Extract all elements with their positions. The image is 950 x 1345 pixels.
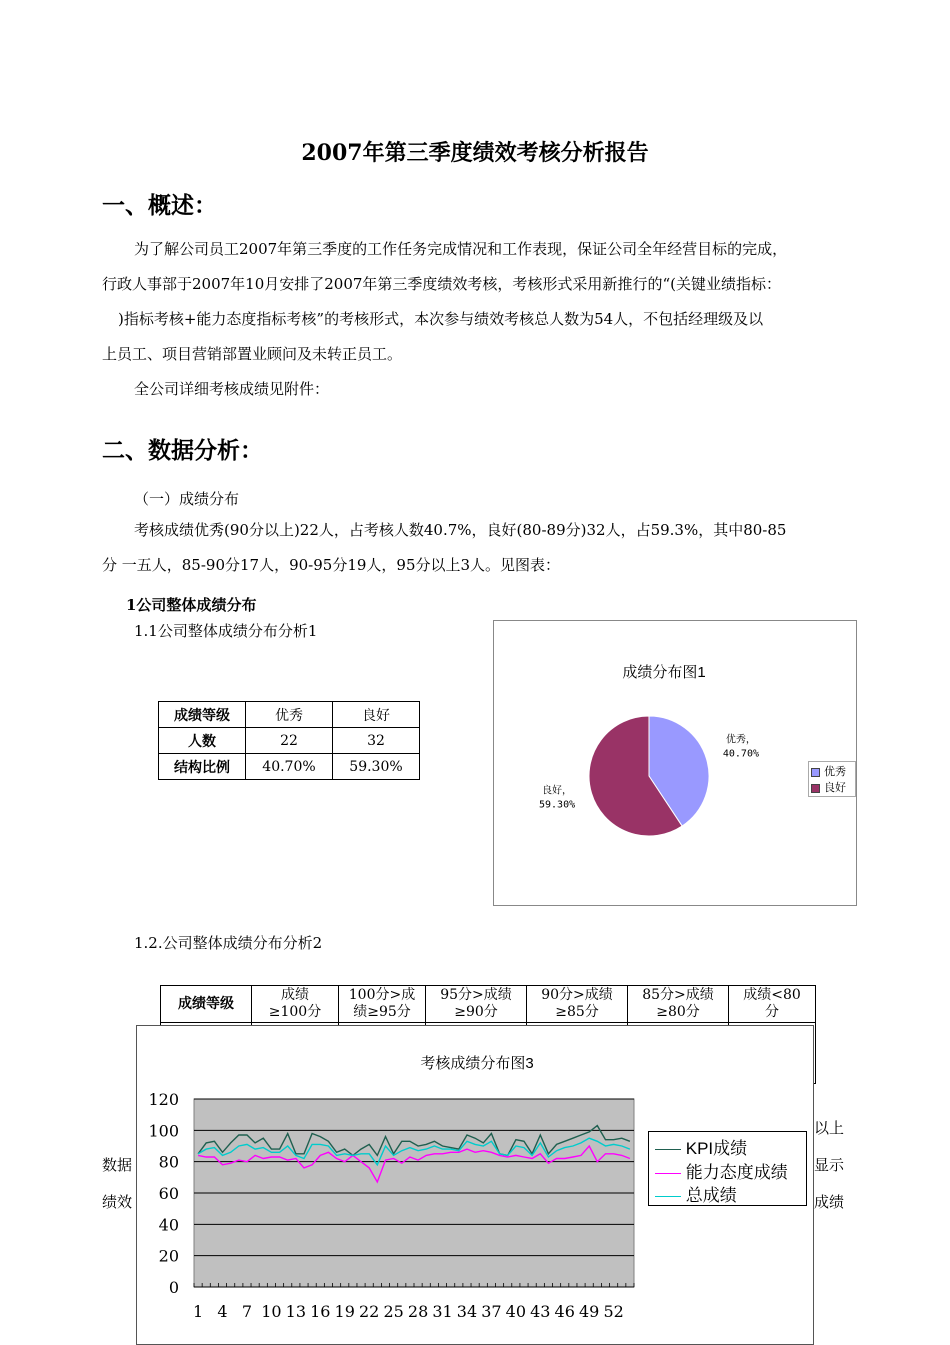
x-tick-label: 19 [334, 1302, 355, 1321]
paragraph-line: )指标考核+能力态度指标考核”的考核形式，本次参与绩效考核总人数为54人，不包括经理级及以 [118, 310, 764, 328]
side-text: 绩效 [102, 1193, 133, 1211]
x-tick-label: 16 [310, 1302, 331, 1321]
pie-data-label: 优秀， 40.70% [722, 734, 759, 760]
page-title: 2007年第三季度绩效考核分析报告 [301, 140, 649, 166]
paragraph-line: 分 一五人，85-90分17人，90-95分19人，95分以上3人。见图表： [102, 556, 561, 574]
legend-swatch [655, 1173, 681, 1174]
x-tick-label: 34 [456, 1302, 478, 1321]
side-text: 成绩 [814, 1193, 845, 1211]
paragraph-line: 上员工、项目营销部置业顾问及未转正员工。 [102, 345, 403, 363]
x-tick-label: 40 [505, 1302, 527, 1321]
paragraph-line: 全公司详细考核成绩见附件： [134, 380, 330, 398]
item-subheading: 1.2.公司整体成绩分布分析2 [134, 934, 323, 952]
x-tick-label: 13 [285, 1302, 307, 1321]
legend-item [811, 779, 853, 795]
pie-chart-title: 成绩分布图1 [622, 664, 706, 681]
legend-label: 优秀 [824, 766, 846, 778]
table-header: 成绩等级 [161, 986, 252, 1023]
line-chart-title: 考核成绩分布图3 [420, 1055, 534, 1072]
x-tick-label: 7 [241, 1302, 253, 1321]
pie-chart-frame [493, 620, 857, 906]
legend-item [811, 763, 853, 779]
table-header: 85分>成绩 ≥80分 [628, 986, 729, 1023]
x-tick-label: 4 [217, 1302, 228, 1321]
y-tick-label: 80 [158, 1152, 179, 1172]
legend-label: KPI成绩 [685, 1139, 748, 1158]
x-tick-label: 31 [432, 1302, 453, 1321]
pie-chart [494, 621, 856, 905]
line-chart-frame [136, 1025, 814, 1345]
section2-paragraph [102, 513, 860, 583]
legend-label: 良好 [824, 782, 846, 794]
subsection-heading: （一）成绩分布 [134, 490, 240, 508]
x-tick-label: 43 [530, 1302, 551, 1321]
pie-data-label: 良好， 59.30% [539, 785, 576, 811]
table-header: 良好 [333, 702, 420, 728]
y-tick-label: 60 [158, 1184, 179, 1203]
table-header: 90分>成绩 ≥85分 [527, 986, 628, 1023]
x-tick-label: 49 [579, 1302, 600, 1321]
table-header: 100分>成 绩≥95分 [339, 986, 426, 1023]
x-tick-label: 52 [603, 1302, 624, 1321]
table-cell: 结构比例 [159, 754, 246, 780]
x-tick-label: 10 [261, 1302, 282, 1321]
paragraph-line: 考核成绩优秀(90分以上)22人，占考核人数40.7%，良好(80-89分)32人，占59.3%，其中80-85 [134, 521, 787, 539]
x-tick-label: 1 [192, 1302, 204, 1321]
pie-legend [808, 761, 856, 797]
table-cell: 59.30% [333, 754, 420, 780]
table-cell: 人数 [159, 728, 246, 754]
legend-item [655, 1134, 747, 1159]
side-text: 以上 [814, 1119, 845, 1137]
table-cell: 32 [333, 728, 420, 754]
legend-swatch [811, 768, 820, 777]
side-text: 数据 [102, 1156, 133, 1174]
grade-table [158, 701, 420, 780]
legend-swatch [655, 1196, 681, 1197]
y-tick-label: 0 [168, 1278, 179, 1297]
x-tick-label: 28 [407, 1302, 429, 1321]
section1-paragraph [102, 232, 860, 407]
line-legend [648, 1131, 807, 1206]
table-header: 成绩<80 分 [729, 986, 816, 1023]
section1-heading: 一、概述： [102, 192, 217, 219]
y-tick-label: 40 [158, 1215, 179, 1235]
paragraph-line: 行政人事部于2007年10月安排了2007年第三季度绩效考核，考核形式采用新推行的“(关键业绩指标： [102, 275, 781, 293]
table-cell: 40.70% [246, 754, 333, 780]
y-tick-label: 120 [148, 1090, 179, 1109]
item-heading: 1公司整体成绩分布 [126, 596, 257, 614]
x-tick-label: 25 [383, 1302, 404, 1321]
x-tick-label: 37 [481, 1302, 502, 1321]
side-text: 显示 [814, 1156, 845, 1174]
x-tick-label: 22 [359, 1302, 380, 1321]
table-cell: 22 [246, 728, 333, 754]
table-header: 成绩等级 [159, 702, 246, 728]
x-tick-label: 46 [554, 1302, 575, 1321]
legend-swatch [655, 1149, 681, 1150]
table-header: 成绩 ≥100分 [252, 986, 339, 1023]
section2-heading: 二、数据分析： [102, 437, 263, 464]
legend-label: 能力态度成绩 [685, 1163, 788, 1182]
legend-label: 总成绩 [685, 1186, 737, 1205]
paragraph-line: 为了解公司员工2007年第三季度的工作任务完成情况和工作表现，保证公司全年经营目标的完成， [134, 240, 788, 258]
table-header: 95分>成绩 ≥90分 [426, 986, 527, 1023]
table-header: 优秀 [246, 702, 333, 728]
legend-swatch [811, 784, 820, 793]
legend-item [655, 1181, 737, 1206]
item-subheading: 1.1公司整体成绩分布分析1 [134, 622, 318, 640]
legend-item [655, 1158, 788, 1183]
y-tick-label: 20 [158, 1246, 179, 1266]
y-tick-label: 100 [148, 1121, 179, 1141]
